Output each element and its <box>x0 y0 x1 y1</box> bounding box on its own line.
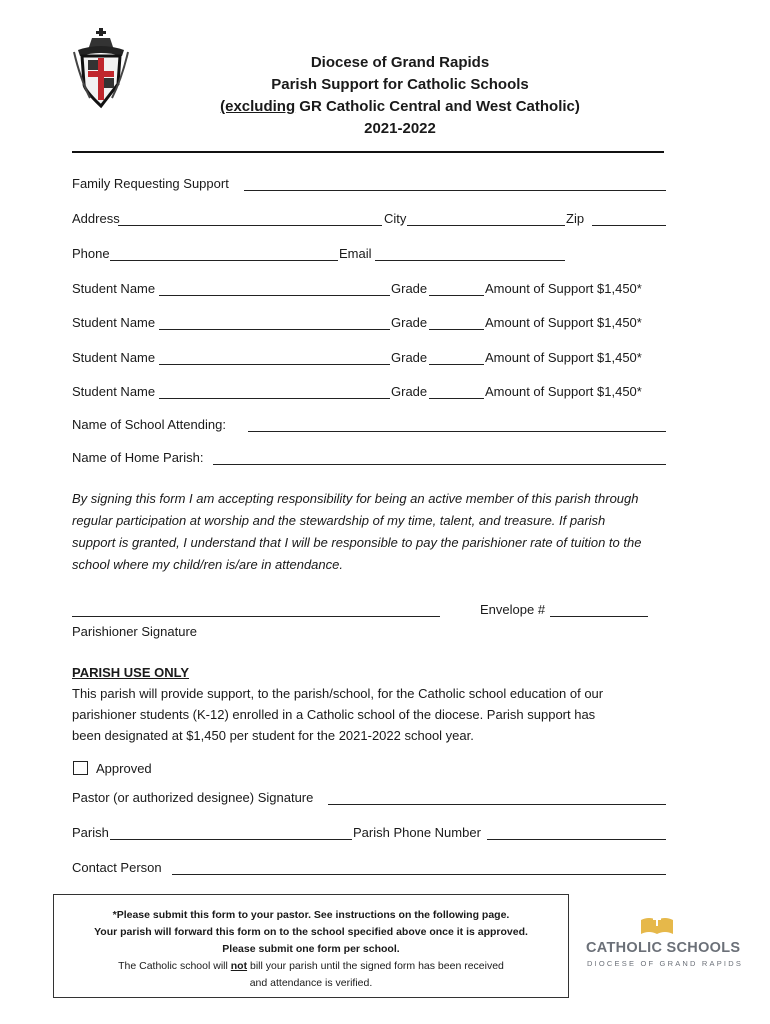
statement-line-4: school where my child/ren is/are in attendance. <box>72 557 343 572</box>
submission-note-box <box>53 894 569 998</box>
note-line-2: Your parish will forward this form on to the school specified above once it is approved. <box>94 926 528 938</box>
pastor-signature-label: Pastor (or authorized designee) Signature <box>72 790 314 805</box>
student-4-name-label: Student Name <box>72 384 156 399</box>
student-4-name-field[interactable] <box>159 398 390 399</box>
statement-line-2: regular participation at worship and the stewardship of my time, talent, and treasure. If parish <box>72 513 606 528</box>
parish-phone-label: Parish Phone Number <box>353 825 481 840</box>
envelope-label: Envelope # <box>480 602 546 617</box>
parish-use-heading: PARISH USE ONLY <box>72 665 190 680</box>
address-field[interactable] <box>118 225 382 226</box>
note-line-4 <box>54 958 568 975</box>
note-line-3: Please submit one form per school. <box>222 943 400 955</box>
statement-line-1: By signing this form I am accepting responsibility for being an active member of this parish through <box>72 491 639 506</box>
parish-use-line-2: parishioner students (K-12) enrolled in a Catholic school of the diocese. Parish support has <box>72 707 596 722</box>
catholic-schools-logo-subtitle: DIOCESE OF GRAND RAPIDS <box>587 959 744 968</box>
parishioner-signature-label: Parishioner Signature <box>72 624 198 639</box>
parish-use-text <box>72 683 672 746</box>
school-attending-label: Name of School Attending: <box>72 417 226 432</box>
student-4-grade-label: Grade <box>391 384 428 399</box>
student-2-amount-label: Amount of Support $1,450* <box>485 315 642 330</box>
city-label: City <box>384 211 407 226</box>
contact-person-field[interactable] <box>172 874 666 875</box>
title-line-3-underlined: (excluding <box>220 98 296 115</box>
student-2-grade-label: Grade <box>391 315 428 330</box>
approved-label: Approved <box>96 761 152 776</box>
zip-label: Zip <box>566 211 585 226</box>
student-3-amount-label: Amount of Support $1,450* <box>485 350 642 365</box>
note-line-4-end: bill your parish until the signed form has been received <box>247 960 504 972</box>
email-label: Email <box>339 246 372 261</box>
note-line-1: *Please submit this form to your pastor. See instructions on the following page. <box>112 909 510 921</box>
phone-field[interactable] <box>110 260 338 261</box>
note-not-emphasis: not <box>230 960 248 972</box>
zip-field[interactable] <box>592 225 666 226</box>
school-attending-field[interactable] <box>248 431 666 432</box>
student-4-amount-label: Amount of Support $1,450* <box>485 384 642 399</box>
catholic-schools-logo-title: CATHOLIC SCHOOLS <box>586 940 741 956</box>
student-1-name-field[interactable] <box>159 295 390 296</box>
student-2-name-label: Student Name <box>72 315 156 330</box>
parish-label: Parish <box>72 825 109 840</box>
student-3-name-field[interactable] <box>159 364 390 365</box>
city-field[interactable] <box>407 225 565 226</box>
home-parish-label: Name of Home Parish: <box>72 450 204 465</box>
title-line-4: 2021-2022 <box>364 120 436 137</box>
student-2-grade-field[interactable] <box>429 329 484 330</box>
family-label: Family Requesting Support <box>72 176 229 191</box>
parish-use-line-1: This parish will provide support, to the parish/school, for the Catholic school education of our <box>72 686 604 701</box>
student-3-grade-field[interactable] <box>429 364 484 365</box>
form-title <box>180 52 620 140</box>
student-3-name-label: Student Name <box>72 350 156 365</box>
note-line-5: and attendance is verified. <box>249 977 373 989</box>
student-1-grade-label: Grade <box>391 281 428 296</box>
contact-person-label: Contact Person <box>72 860 162 875</box>
note-line-4-start: The Catholic school will <box>118 960 231 972</box>
student-3-grade-label: Grade <box>391 350 428 365</box>
student-2-name-field[interactable] <box>159 329 390 330</box>
family-field[interactable] <box>244 190 666 191</box>
parish-field[interactable] <box>110 839 352 840</box>
phone-label: Phone <box>72 246 110 261</box>
title-line-3-rest: GR Catholic Central and West Catholic) <box>295 98 580 115</box>
envelope-field[interactable] <box>550 616 648 617</box>
diocese-crest-icon <box>70 28 132 110</box>
student-1-grade-field[interactable] <box>429 295 484 296</box>
email-field[interactable] <box>375 260 565 261</box>
address-label: Address <box>72 211 120 226</box>
title-line-2: Parish Support for Catholic Schools <box>271 76 529 93</box>
responsibility-statement <box>72 488 692 576</box>
student-1-name-label: Student Name <box>72 281 156 296</box>
home-parish-field[interactable] <box>213 464 666 465</box>
pastor-signature-field[interactable] <box>328 804 666 805</box>
student-4-grade-field[interactable] <box>429 398 484 399</box>
parishioner-signature-field[interactable] <box>72 616 440 617</box>
open-book-cross-icon <box>640 914 674 936</box>
parish-use-line-3: been designated at $1,450 per student for the 2021-2022 school year. <box>72 728 474 743</box>
student-1-amount-label: Amount of Support $1,450* <box>485 281 642 296</box>
title-line-1: Diocese of Grand Rapids <box>310 54 490 71</box>
statement-line-3: support is granted, I understand that I will be responsible to pay the parishioner rate of tuition to the <box>72 535 642 550</box>
approved-checkbox[interactable] <box>73 761 88 775</box>
parish-phone-field[interactable] <box>487 839 666 840</box>
title-line-3 <box>180 96 620 118</box>
header-rule <box>72 151 664 153</box>
